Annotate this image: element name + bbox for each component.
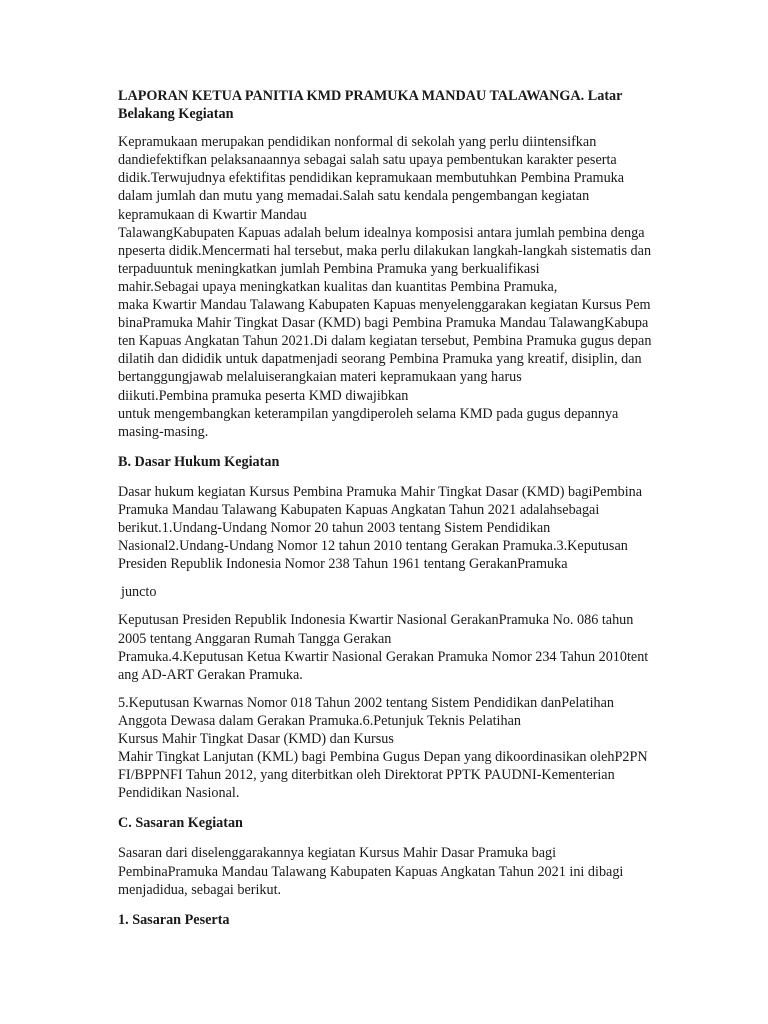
text-line: dilatih dan dididik untuk dapatmenjadi seorang Pembina Pramuka yang kreatif, disiplin, dan: [118, 351, 642, 368]
text-line: 5.Keputusan Kwarnas Nomor 018 Tahun 2002 tentang Sistem Pendidikan danPelatihan: [118, 694, 615, 711]
text-line: Keputusan Presiden Republik Indonesia Kwartir Nasional GerakanPramuka No. 086 tahun: [118, 612, 634, 629]
text-line: menjadidua, sebagai berikut.: [118, 881, 282, 898]
document-title: [118, 87, 648, 123]
text-line: TalawangKabupaten Kapuas adalah belum idealnya komposisi antara jumlah pembina denga: [118, 224, 645, 241]
text-line: bertanggungjawab melaluiserangkaian materi kepramukaan yang harus: [118, 369, 522, 386]
text-line: terpaduuntuk meningkatkan jumlah Pembina Pramuka yang berkualifikasi: [118, 260, 540, 277]
title-line: LAPORAN KETUA PANITIA KMD PRAMUKA MANDAU TALAWANGA. Latar: [118, 88, 623, 104]
sasaran-paragraph: [118, 844, 648, 898]
dasar-hukum-paragraph: [118, 483, 648, 573]
document-body: [118, 87, 652, 929]
text-line: npeserta didik.Mencermati hal tersebut, maka perlu dilakukan langkah-langkah sistematis dan: [118, 242, 652, 259]
text-line: Pramuka.4.Keputusan Ketua Kwartir Nasional Gerakan Pramuka Nomor 234 Tahun 2010tent: [118, 648, 649, 665]
text-line: Anggota Dewasa dalam Gerakan Pramuka.6.Petunjuk Teknis Pelatihan: [118, 712, 521, 729]
text-line: 2005 tentang Anggaran Rumah Tangga Gerakan: [118, 630, 392, 647]
juncto-text: juncto: [121, 584, 157, 601]
section-heading-dasar-hukum: B. Dasar Hukum Kegiatan: [118, 453, 280, 470]
kwarnas-paragraph: [118, 694, 648, 803]
text-line: mahir.Sebagai upaya meningkatkan kualitas dan kuantitas Pembina Pramuka,: [118, 278, 558, 295]
text-line: Nasional2.Undang-Undang Nomor 12 tahun 2010 tentang Gerakan Pramuka.3.Keputusan: [118, 538, 628, 555]
text-line: dalam jumlah dan mutu yang memadai.Salah satu kendala pengembangan kegiatan: [118, 188, 590, 205]
text-line: Kepramukaan merupakan pendidikan nonformal di sekolah yang perlu diintensifkan: [118, 134, 597, 151]
text-line: PembinaPramuka Mandau Talawang Kabupaten Kapuas Angkatan Tahun 2021 ini dibagi: [118, 863, 624, 880]
text-line: Sasaran dari diselenggarakannya kegiatan Kursus Mahir Dasar Pramuka bagi: [118, 845, 557, 862]
text-line: binaPramuka Mahir Tingkat Dasar (KMD) bagi Pembina Pramuka Mandau TalawangKabupa: [118, 315, 649, 332]
text-line: berikut.1.Undang-Undang Nomor 20 tahun 2003 tentang Sistem Pendidikan: [118, 520, 551, 537]
text-line: didik.Terwujudnya efektifitas pendidikan kepramukaan membutuhkan Pembina Pramuka: [118, 170, 625, 187]
text-line: Presiden Republik Indonesia Nomor 238 Tahun 1961 tentang GerakanPramuka: [118, 556, 568, 573]
section-heading-sasaran: C. Sasaran Kegiatan: [118, 815, 243, 832]
text-line: kepramukaan di Kwartir Mandau: [118, 206, 307, 223]
text-line: dandiefektifkan pelaksanaannya sebagai salah satu upaya pembentukan karakter peserta: [118, 152, 617, 169]
subsection-heading-sasaran-peserta: 1. Sasaran Peserta: [118, 911, 230, 928]
text-line: Mahir Tingkat Lanjutan (KML) bagi Pembina Gugus Depan yang dikoordinasikan olehP2PN: [118, 749, 648, 766]
keputusan-paragraph: [118, 611, 648, 683]
text-line: Pendidikan Nasional.: [118, 785, 240, 802]
text-line: masing-masing.: [118, 423, 209, 440]
text-line: Dasar hukum kegiatan Kursus Pembina Pramuka Mahir Tingkat Dasar (KMD) bagiPembina: [118, 483, 643, 500]
text-line: maka Kwartir Mandau Talawang Kabupaten Kapuas menyelenggarakan kegiatan Kursus Pem: [118, 297, 651, 314]
title-line: Belakang Kegiatan: [118, 106, 234, 123]
text-line: untuk mengembangkan keterampilan yangdiperoleh selama KMD pada gugus depannya: [118, 405, 619, 422]
text-line: Pramuka Mandau Talawang Kabupaten Kapuas Angkatan Tahun 2021 adalahsebagai: [118, 501, 600, 518]
text-line: diikuti.Pembina pramuka peserta KMD diwajibkan: [118, 387, 409, 404]
text-line: ten Kapuas Angkatan Tahun 2021.Di dalam kegiatan tersebut, Pembina Pramuka gugus depan: [118, 333, 652, 350]
text-line: Kursus Mahir Tingkat Dasar (KMD) dan Kursus: [118, 731, 394, 747]
text-line: ang AD-ART Gerakan Pramuka.: [118, 666, 303, 683]
intro-paragraph: [118, 133, 652, 441]
text-line: FI/BPPNFI Tahun 2012, yang diterbitkan oleh Direktorat PPTK PAUDNI-Kementerian: [118, 767, 615, 784]
